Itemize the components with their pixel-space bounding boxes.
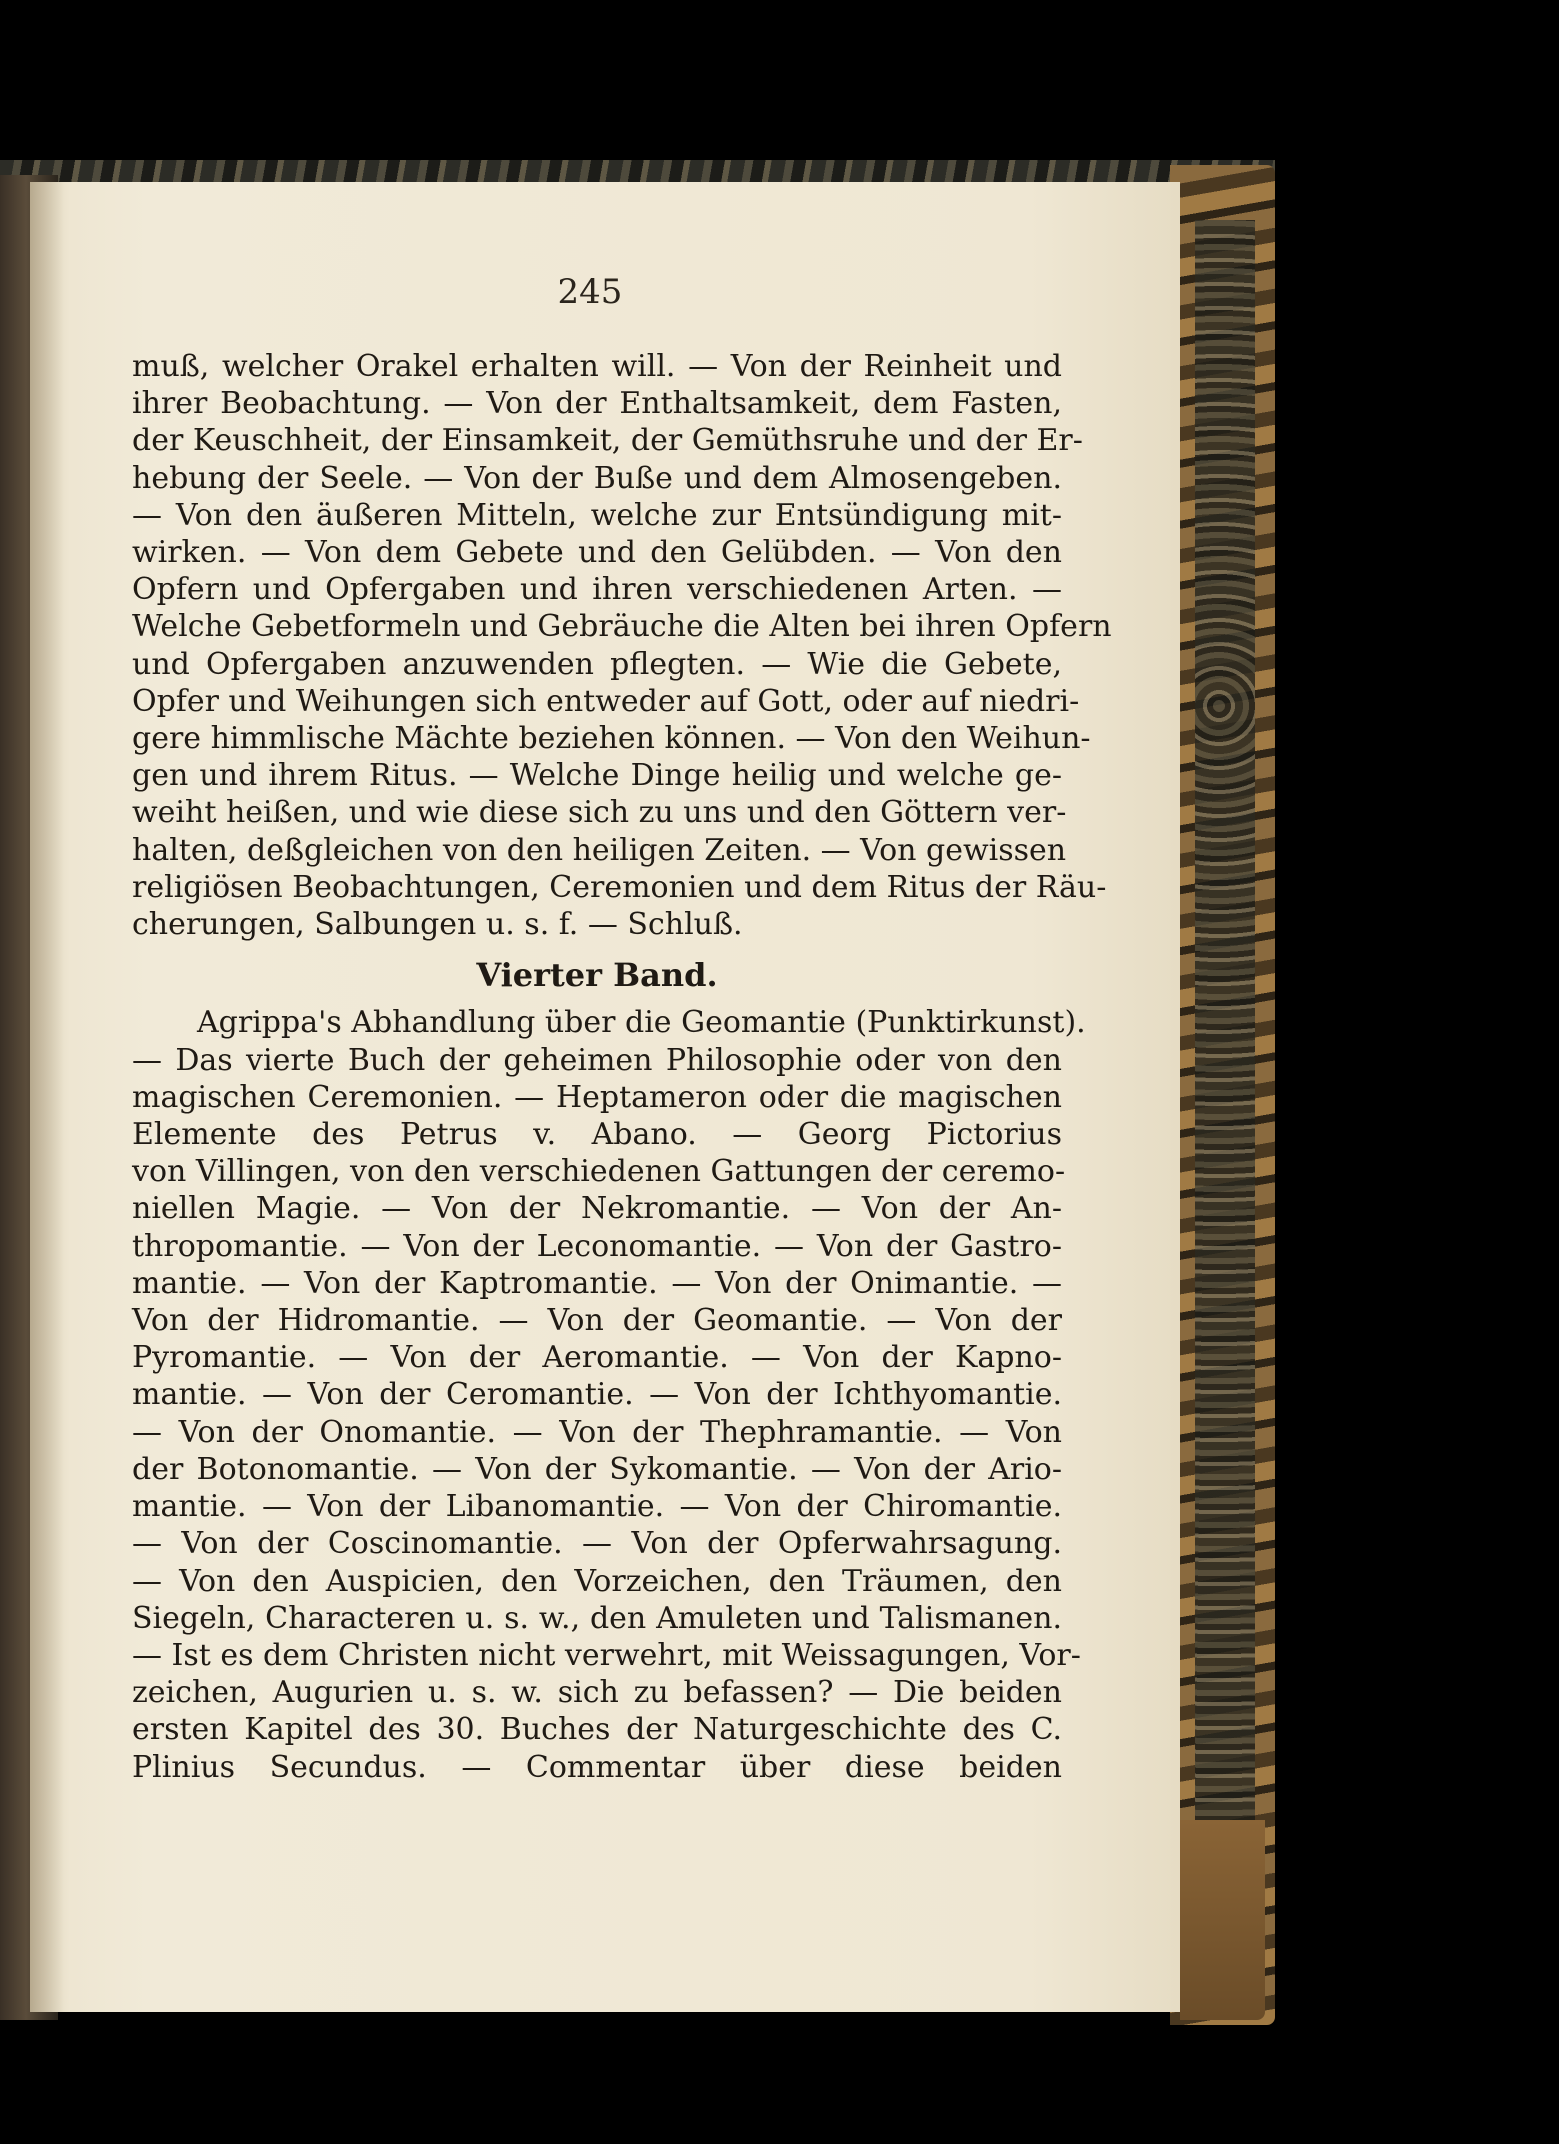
paragraph-2: [132, 1004, 1086, 1785]
text-line: Opfer und Weihungen sich entweder auf Gott, oder auf niedri-: [132, 683, 1080, 719]
text-line: und Opfergaben anzuwenden pflegten. — Wie die Gebete,: [132, 646, 1062, 682]
text-line: Von der Hidromantie. — Von der Geomantie. — Von der: [132, 1303, 1062, 1339]
page-number: 245: [557, 272, 623, 312]
text-line: thropomantie. — Von der Leconomantie. — Von der Gastro-: [132, 1228, 1062, 1264]
text-line: ersten Kapitel des 30. Buches der Naturgeschichte des C.: [132, 1712, 1062, 1748]
text-line: halten, deßgleichen von den heiligen Zeiten. — Von gewissen: [132, 832, 1067, 868]
text-line: Agrippa's Abhandlung über die Geomantie (Punktirkunst).: [197, 1005, 1086, 1041]
text-line: magischen Ceremonien. — Heptameron oder die magischen: [132, 1079, 1062, 1115]
text-line: der Keuschheit, der Einsamkeit, der Gemüthsruhe und der Er-: [132, 423, 1083, 459]
text-line: Plinius Secundus. — Commentar über diese beiden: [132, 1749, 1062, 1785]
text-line: Welche Gebetformeln und Gebräuche die Alten bei ihren Opfern: [132, 609, 1112, 645]
text-line: — Von der Onomantie. — Von der Thephramantie. — Von: [132, 1414, 1062, 1450]
text-line: — Von der Coscinomantie. — Von der Opferwahrsagung.: [132, 1526, 1062, 1562]
text-line: — Das vierte Buch der geheimen Philosophie oder von den: [132, 1042, 1062, 1078]
text-line: muß, welcher Orakel erhalten will. — Von der Reinheit und: [132, 349, 1062, 384]
text-line: religiösen Beobachtungen, Ceremonien und dem Ritus der Räu-: [132, 869, 1107, 905]
section-heading: Vierter Band.: [476, 956, 718, 995]
text-line: ihrer Beobachtung. — Von der Enthaltsamkeit, dem Fasten,: [132, 386, 1062, 422]
text-line: von Villingen, von den verschiedenen Gattungen der ceremo-: [132, 1154, 1066, 1190]
page-gutter-shadow: [30, 182, 64, 2012]
text-line: mantie. — Von der Libanomantie. — Von der Chiromantie.: [132, 1489, 1062, 1525]
text-line: mantie. — Von der Ceromantie. — Von der Ichthyomantie.: [132, 1377, 1062, 1413]
text-line: hebung der Seele. — Von der Buße und dem Almosengeben.: [132, 460, 1062, 496]
marbled-paper-pattern: [1195, 220, 1255, 1840]
text-line: der Botonomantie. — Von der Sykomantie. — Von der Ario-: [132, 1451, 1062, 1487]
paragraph-1: [132, 348, 1112, 943]
text-line: gen und ihrem Ritus. — Welche Dinge heilig und welche ge-: [132, 758, 1062, 794]
text-line: gere himmlische Mächte beziehen können. — Von den Weihun-: [132, 721, 1091, 757]
text-line: Opfern und Opfergaben und ihren verschiedenen Arten. —: [132, 572, 1062, 608]
page-text: [132, 348, 1112, 1786]
text-line: — Von den Auspicien, den Vorzeichen, den Träumen, den: [132, 1563, 1062, 1599]
text-line: — Von den äußeren Mitteln, welche zur Entsündigung mit-: [132, 497, 1062, 533]
text-line: niellen Magie. — Von der Nekromantie. — Von der An-: [132, 1191, 1062, 1227]
text-line: Pyromantie. — Von der Aeromantie. — Von der Kapno-: [132, 1340, 1062, 1376]
text-line: Siegeln, Characteren u. s. w., den Amuleten und Talismanen.: [132, 1600, 1062, 1636]
leather-corner: [1180, 1820, 1265, 2020]
text-line: zeichen, Augurien u. s. w. sich zu befassen? — Die beiden: [132, 1675, 1062, 1711]
text-line: — Ist es dem Christen nicht verwehrt, mit Weissagungen, Vor-: [132, 1637, 1081, 1673]
text-line: cherungen, Salbungen u. s. f. — Schluß.: [132, 907, 743, 943]
text-line: weiht heißen, und wie diese sich zu uns und den Göttern ver-: [132, 795, 1067, 831]
text-line: mantie. — Von der Kaptromantie. — Von der Onimantie. —: [132, 1265, 1062, 1301]
text-line: wirken. — Von dem Gebete und den Gelübden. — Von den: [132, 535, 1062, 571]
text-line: Elemente des Petrus v. Abano. — Georg Pictorius: [132, 1117, 1062, 1153]
